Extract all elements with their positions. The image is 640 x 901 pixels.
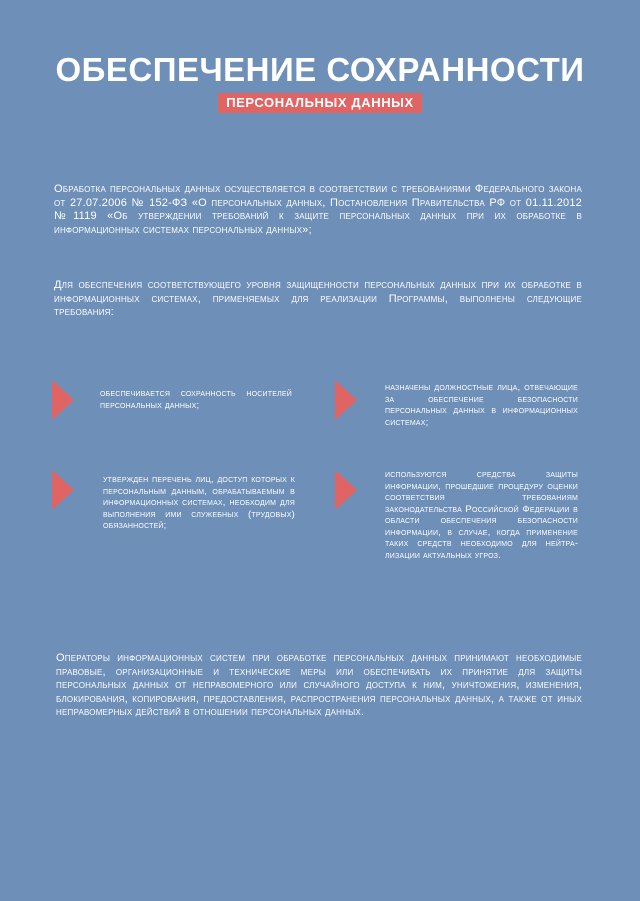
arrow-bullet-icon	[335, 470, 357, 510]
arrow-bullet-icon	[335, 380, 357, 420]
requirement-item-2: назначены должностные лица, отвечающие за обеспечение безопасности персональных данных в информационных системах;	[385, 382, 578, 428]
closing-paragraph: Операторы информационных систем при обработке персональных данных принимают необходимые правовые, организационные и технические меры или обеспечивать их принятие для защиты персональных данных от неправомерного или случайного доступа к ним, уничтожения, изменения, блокирования, копирования, предоставления, распространения персональных данных, а также от иных неправомерных действий в отношении персональных данных.	[56, 652, 582, 718]
requirement-item-1: обеспечивается сохранность носителей персональных данных;	[100, 388, 292, 411]
requirement-item-4: используются средства защиты информации, прошедшие процедуру оценки соответствия требованиям законодательства Российской Федерации в области обеспечения безопасности информации, в случае, когда применение таких средств необходимо для нейтрализации актуальных угроз.	[385, 469, 578, 561]
intro-paragraph-2: Для обеспечения соответствующего уровня защищенности персональных данных при их обработке в информационных системах, применяемых для реализации Программы, выполнены следующие требования:	[54, 279, 582, 318]
arrow-bullet-icon	[52, 380, 74, 420]
subtitle-banner	[0, 93, 640, 113]
page-subtitle: ПЕРСОНАЛЬНЫХ ДАННЫХ	[218, 93, 422, 113]
page-title: ОБЕСПЕЧЕНИЕ СОХРАННОСТИ	[55, 51, 585, 88]
intro-paragraph-1: Обработка персональных данных осуществляется в соответствии с требованиями Федерального закона от 27.07.2006 № 152-ФЗ «О персональных данных, Постановления Правительства РФ от 01.11.2012 №1119 «Об утверждении требований к защите персональных данных при их обработке в информационных системах персональных данных»;	[54, 183, 582, 236]
arrow-bullet-icon	[52, 470, 74, 510]
requirement-item-3: утвержден перечень лиц, доступ которых к персональным данным, обрабатываемым в информационных системах, необходим для выполнения ими служебных (трудовых) обязанностей;	[103, 474, 295, 531]
